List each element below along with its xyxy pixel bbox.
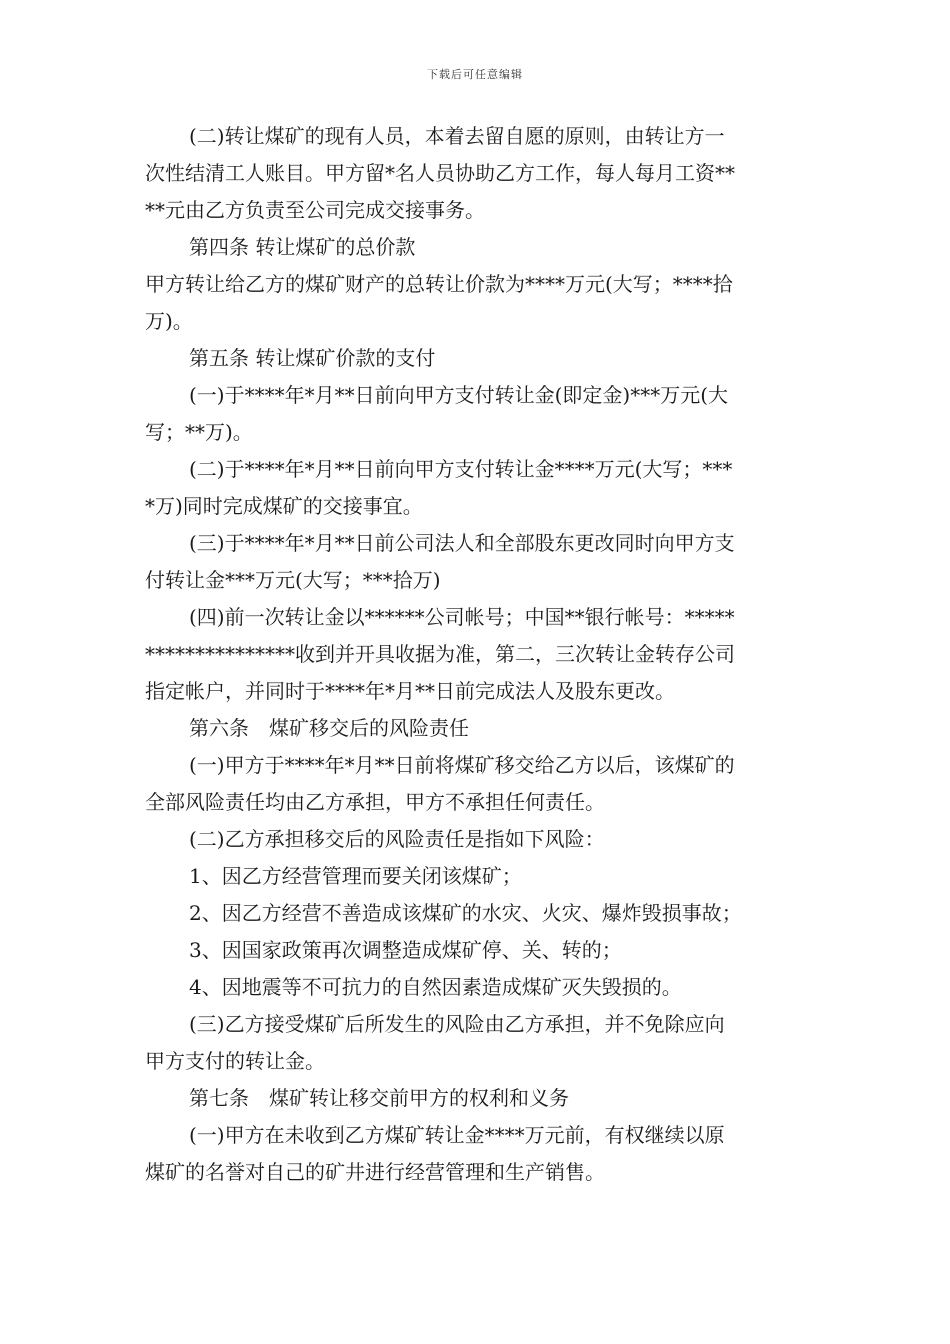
document-line: (三)乙方接受煤矿后所发生的风险由乙方承担，并不免除应向 — [189, 1012, 725, 1036]
document-line: 甲方转让给乙方的煤矿财产的总转让价款为****万元(大写；****拾 — [145, 272, 733, 296]
document-line: 指定帐户，并同时于****年*月**日前完成法人及股东更改。 — [145, 679, 675, 703]
document-line: 1、因乙方经营管理而要关闭该煤矿； — [189, 864, 522, 888]
document-line: (一)于****年*月**日前向甲方支付转让金(即定金)***万元(大 — [189, 383, 729, 407]
document-line: (二)乙方承担移交后的风险责任是指如下风险： — [189, 827, 605, 851]
document-line: 次性结清工人账目。甲方留*名人员协助乙方工作，每人每月工资** — [145, 161, 735, 185]
document-line: (四)前一次转让金以******公司帐号；中国**银行帐号：***** — [189, 605, 735, 629]
document-line: **元由乙方负责至公司完成交接事务。 — [145, 198, 485, 222]
document-line: (二)于****年*月**日前向甲方支付转让金****万元(大写；*** — [189, 457, 733, 481]
document-line: 写；**万)。 — [145, 420, 253, 444]
document-line: 付转让金***万元(大写；***拾万) — [145, 568, 441, 592]
document-line: 第六条 煤矿移交后的风险责任 — [189, 716, 469, 740]
document-line: (三)于****年*月**日前公司法人和全部股东更改同时向甲方支 — [189, 531, 735, 555]
document-body — [145, 118, 805, 1191]
document-line: (一)甲方于****年*月**日前将煤矿移交给乙方以后，该煤矿的 — [189, 753, 735, 777]
document-line: 第五条 转让煤矿价款的支付 — [189, 346, 436, 370]
document-line: *万)同时完成煤矿的交接事宜。 — [145, 494, 423, 518]
document-line: 3、因国家政策再次调整造成煤矿停、关、转的； — [189, 938, 622, 962]
document-line: 第四条 转让煤矿的总价款 — [189, 235, 416, 259]
document-line: 2、因乙方经营不善造成该煤矿的水灾、火灾、爆炸毁损事故； — [189, 901, 742, 925]
document-line: 煤矿的名誉对自己的矿井进行经营管理和生产销售。 — [145, 1160, 605, 1184]
header-note: 下载后可任意编辑 — [427, 68, 523, 81]
document-line: 甲方支付的转让金。 — [145, 1049, 325, 1073]
document-line: 4、因地震等不可抗力的自然因素造成煤矿灭失毁损的。 — [189, 975, 682, 999]
document-line: ***************收到并开具收据为准，第二，三次转让金转存公司 — [145, 642, 735, 666]
document-line: 第七条 煤矿转让移交前甲方的权利和义务 — [189, 1086, 569, 1110]
document-line: (一)甲方在未收到乙方煤矿转让金****万元前，有权继续以原 — [189, 1123, 725, 1147]
document-line: (二)转让煤矿的现有人员，本着去留自愿的原则，由转让方一 — [189, 124, 725, 148]
document-line: 全部风险责任均由乙方承担，甲方不承担任何责任。 — [145, 790, 605, 814]
document-line: 万)。 — [145, 309, 193, 333]
